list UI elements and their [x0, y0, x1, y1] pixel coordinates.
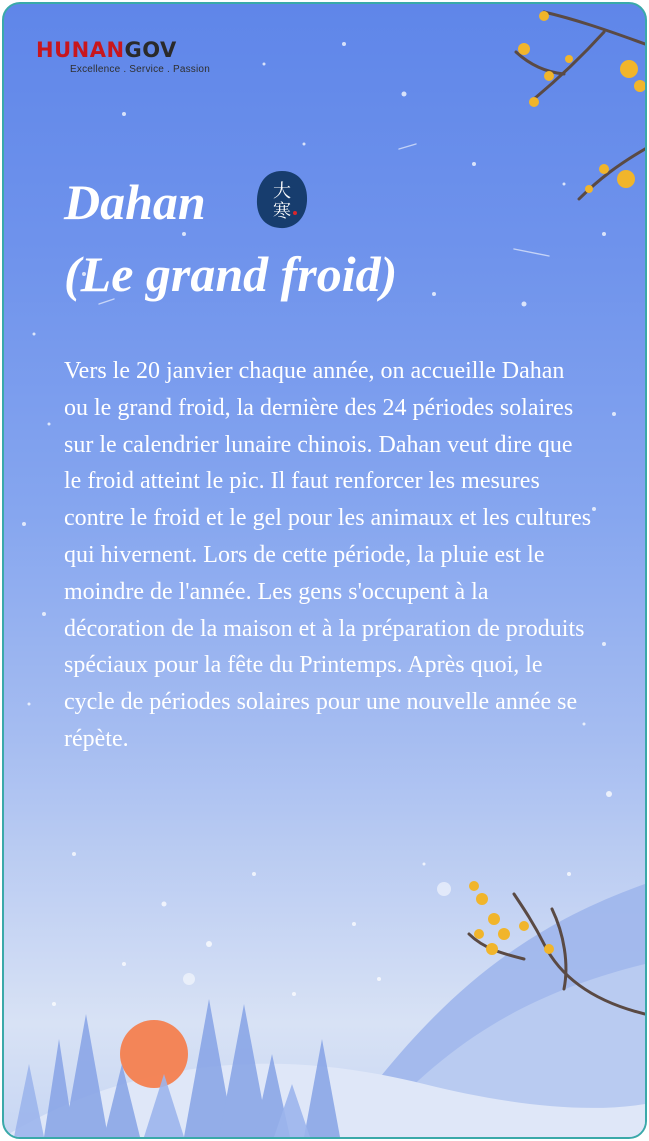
logo-tagline: Excellence . Service . Passion	[70, 64, 210, 75]
page-title	[64, 166, 397, 310]
description-text: Vers le 20 janvier chaque année, on accueille Dahan ou le grand froid, la dernière des 24 périodes solaires sur le calendrier lunaire chinois. Dahan veut dire que le froid atteint le pic. Il faut renforcer les mesures contre le froid et le gel pour les animaux et les cultures qui hivernent. Lors de cette période, la pluie est le moindre de l'année. Les gens s'occupent à la décoration de la maison et à la préparation de produits spéciaux pour la fête du Printemps. Après quoi, le cycle de périodes solaires pour une nouvelle année se répète.	[64, 358, 592, 752]
seal-char-1: 大	[273, 181, 291, 202]
sun	[120, 1020, 188, 1088]
hunangov-logo[interactable]	[36, 38, 236, 80]
logo-wordmark	[36, 38, 177, 62]
dahan-seal-icon	[254, 169, 310, 231]
title-line-2: (Le grand froid)	[64, 246, 398, 302]
logo-word-dark: GOV	[124, 38, 177, 62]
poster-card	[2, 2, 647, 1139]
title-line-1: Dahan	[64, 174, 206, 230]
logo-word-red: HUNAN	[36, 38, 125, 62]
seal-char-2: 寒	[273, 201, 291, 222]
